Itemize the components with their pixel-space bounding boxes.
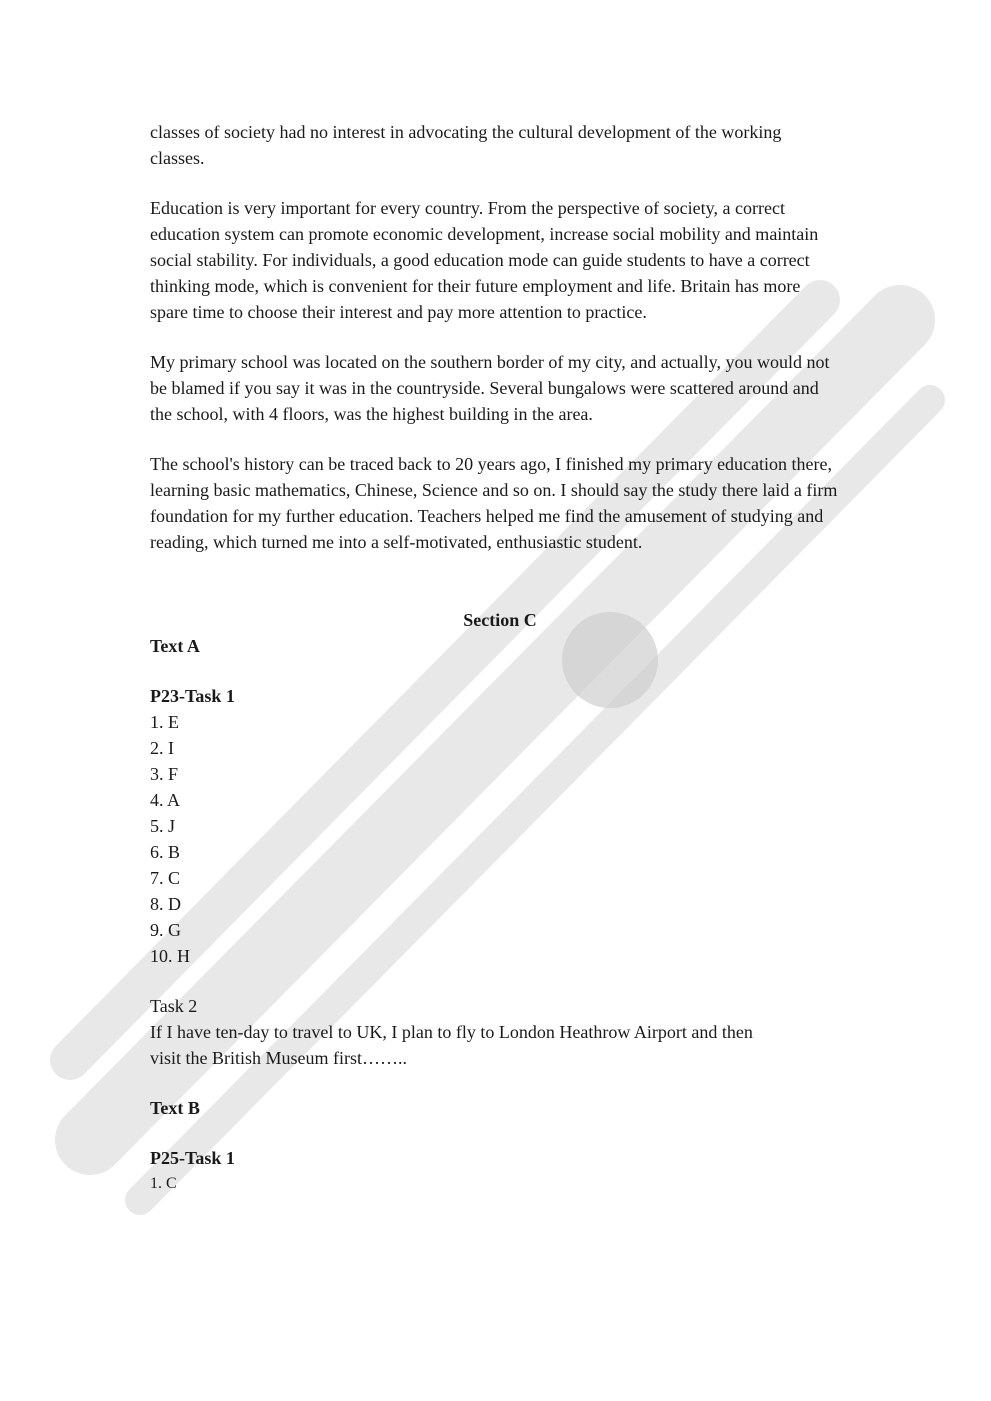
answer-item: 1. E (150, 712, 179, 732)
text-a-task2-text (150, 1019, 850, 1071)
task2-text-line-2: visit the British Museum first…….. (150, 1048, 408, 1068)
paragraph-4: The school's history can be traced back to 20 years ago, I finished my primary education there, learning basic mathematics, Chinese, Science and so on. I should say the study there laid a firm foundation for my further education. Teachers helped me find the amusement of studying and reading, which turned me into a self-motivated, enthusiastic student. (150, 454, 838, 552)
answer-item: 3. F (150, 764, 179, 784)
answer-item: 2. I (150, 738, 174, 758)
text-a-task1-heading: P23-Task 1 (150, 686, 235, 706)
answer-item: 10. H (150, 946, 190, 966)
answer-item: 4. A (150, 790, 181, 810)
document-page (150, 119, 850, 1197)
task2-text-line-1: If I have ten-day to travel to UK, I plan to fly to London Heathrow Airport and then (150, 1022, 753, 1042)
text-a-heading: Text A (150, 636, 200, 656)
text-b-task1-heading: P25-Task 1 (150, 1148, 235, 1168)
text-b-answer-list (150, 1171, 850, 1197)
text-b-heading: Text B (150, 1098, 200, 1118)
section-c-title: Section C (463, 610, 537, 630)
answer-item: 9. G (150, 920, 181, 940)
answer-item: 7. C (150, 868, 181, 888)
text-a-task2-heading: Task 2 (150, 996, 198, 1016)
answer-item: 1. C (150, 1175, 177, 1192)
answer-item: 8. D (150, 894, 181, 914)
answer-item: 6. B (150, 842, 181, 862)
paragraph-3: My primary school was located on the southern border of my city, and actually, you would not be blamed if you say it was in the countryside. Several bungalows were scattered around and the school, with 4 floors, was the highest building in the area. (150, 352, 830, 424)
answer-item: 5. J (150, 816, 176, 836)
paragraph-2: Education is very important for every country. From the perspective of society, a correct education system can promote economic development, increase social mobility and maintain social stability. For individuals, a good education mode can guide students to have a correct thinking mode, which is convenient for their future employment and life. Britain has more spare time to choose their interest and pay more attention to practice. (150, 198, 819, 322)
paragraph-1: classes of society had no interest in advocating the cultural development of the working classes. (150, 122, 782, 168)
text-a-answer-list (150, 709, 850, 969)
